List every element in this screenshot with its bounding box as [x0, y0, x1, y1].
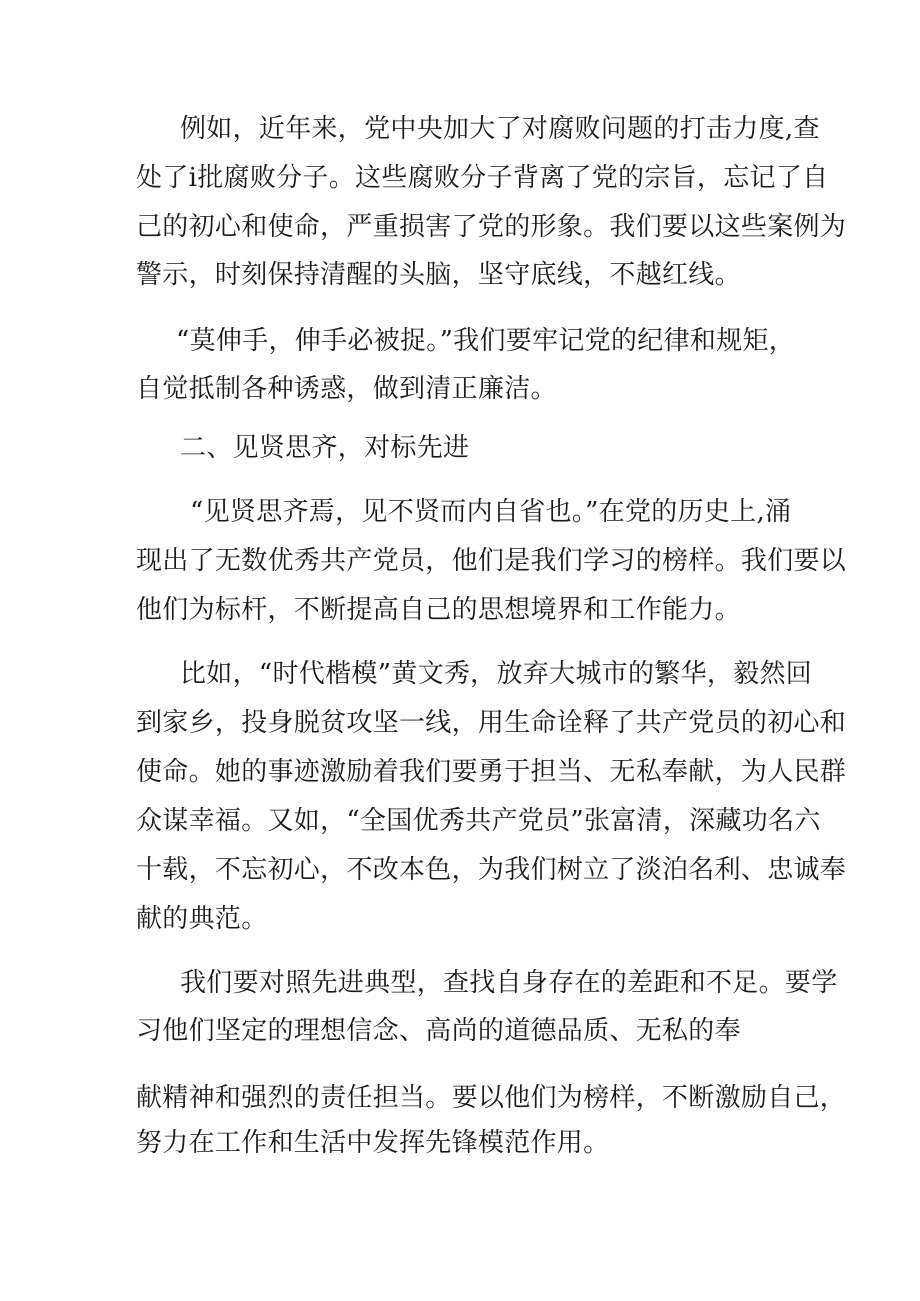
paragraph-4-line-4: 众谋幸福。又如，“全国优秀共产党员”张富清，深藏功名六 — [136, 806, 821, 836]
paragraph-6-line-2: 努力在工作和生活中发挥先锋模范作用。 — [136, 1128, 610, 1158]
paragraph-3-line-2: 现出了无数优秀共产党员，他们是我们学习的榜样。我们要以 — [136, 546, 847, 576]
paragraph-6-line-1: 献精神和强烈的责任担当。要以他们为榜样，不断激励自己， — [136, 1083, 847, 1113]
paragraph-4-line-1: 比如，“时代楷模”黄文秀，放弃大城市的繁华，毅然回 — [180, 659, 813, 689]
paragraph-3-line-1: “见贤思齐焉，见不贤而内自省也。”在党的历史上,涌 — [190, 497, 792, 527]
paragraph-2-line-1: “莫伸手，伸手必被捉。”我们要牢记党的纪律和规矩， — [176, 326, 796, 356]
section-heading: 二、见贤思齐，对标先进 — [180, 433, 470, 463]
paragraph-4-line-3: 使命。她的事迹激励着我们要勇于担当、无私奉献，为人民群 — [136, 757, 847, 787]
paragraph-1-line-4: 警示，时刻保持清醒的头脑，坚守底线，不越红线。 — [136, 260, 741, 290]
paragraph-4-line-5: 十载，不忘初心，不改本色，为我们树立了淡泊名利、忠诚奉 — [136, 855, 847, 885]
paragraph-1-line-2: 处了i批腐败分子。这些腐败分子背离了党的宗旨，忘记了自 — [136, 163, 829, 193]
paragraph-5-line-2: 习他们坚定的理想信念、高尚的道德品质、无私的奉 — [136, 1016, 741, 1046]
paragraph-4-line-6: 献的典范。 — [136, 904, 268, 934]
paragraph-1-line-1: 例如，近年来，党中央加大了对腐败问题的打击力度,查 — [180, 114, 820, 144]
paragraph-2-line-2: 自觉抵制各种诱惑，做到清正廉洁。 — [136, 374, 557, 404]
paragraph-3-line-3: 他们为标杆，不断提高自己的思想境界和工作能力。 — [136, 595, 741, 625]
paragraph-4-line-2: 到家乡，投身脱贫攻坚一线，用生命诠释了共产党员的初心和 — [136, 708, 847, 738]
paragraph-1-line-3: 己的初心和使命，严重损害了党的形象。我们要以这些案例为 — [136, 212, 847, 242]
paragraph-5-line-1: 我们要对照先进典型，查找自身存在的差距和不足。要学 — [180, 968, 838, 998]
